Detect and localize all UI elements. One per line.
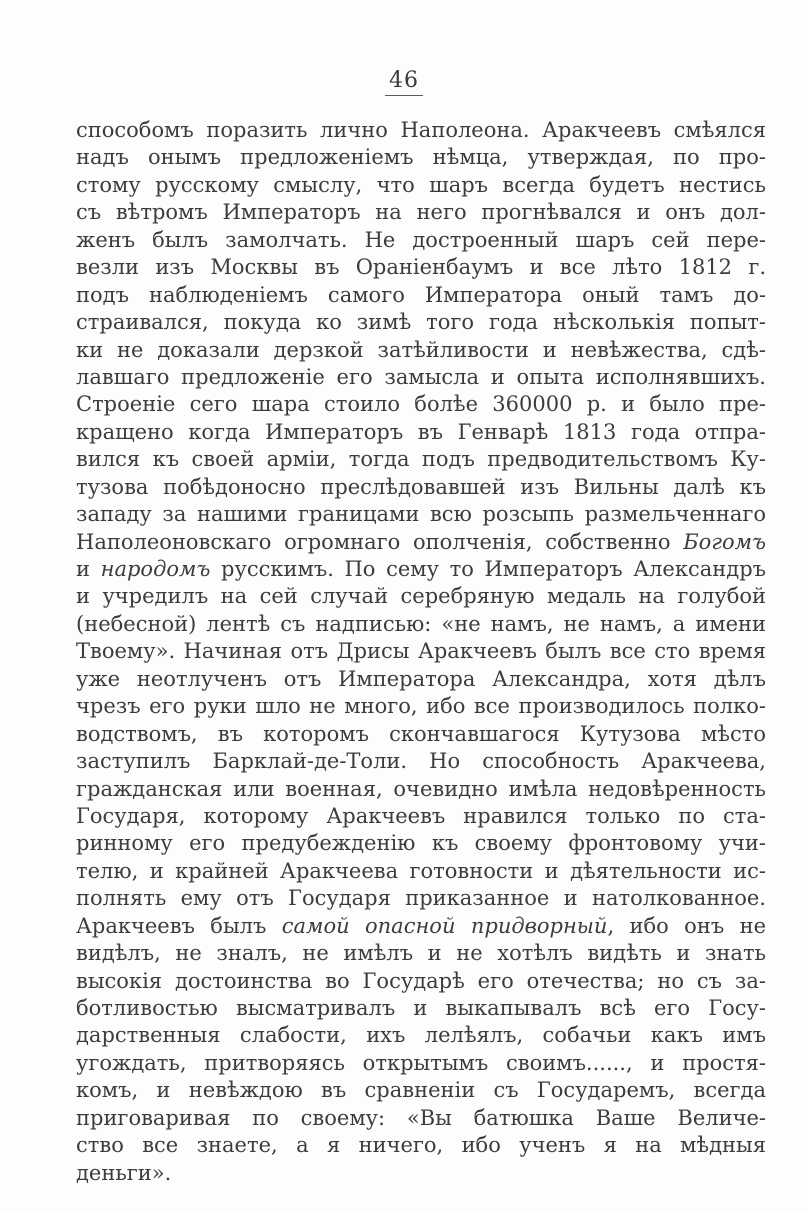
text-segment: западу за нашими границами всю розсыпь размельченнаго	[76, 502, 766, 527]
text-line	[76, 419, 766, 446]
text-segment: , ибо онъ не	[607, 913, 766, 938]
text-line	[76, 364, 766, 391]
text-line	[76, 913, 766, 940]
text-segment: уже неотлученъ отъ Императора Александра, хотя дѣлъ	[76, 666, 766, 691]
text-line	[76, 638, 766, 665]
text-line	[76, 391, 766, 418]
text-line	[76, 529, 766, 556]
text-line	[76, 611, 766, 638]
text-segment: съ вѣтромъ Императоръ на него прогнѣвался и онъ дол-	[76, 200, 766, 225]
italic-text-segment: народомъ	[100, 557, 211, 581]
text-segment: комъ, и невѣждою въ сравненiи съ Государемъ, всегда	[76, 1078, 766, 1103]
text-body	[76, 117, 766, 1187]
text-segment: тузова побѣдоносно преслѣдовавшей изъ Вильны далѣ къ	[76, 474, 766, 499]
text-line	[76, 940, 766, 967]
text-segment: Строенiе сего шара стоило болѣе 360000 р. и было пре-	[76, 392, 766, 417]
text-segment: подъ наблюденiемъ самого Императора оный тамъ до-	[76, 282, 766, 307]
text-line	[76, 501, 766, 528]
text-segment: и учредилъ на сей случай серебряную медаль на голубой	[76, 584, 766, 609]
text-segment: ство все знаете, а я ничего, ибо ученъ я на мѣдныя	[76, 1133, 766, 1158]
text-segment: кращено когда Императоръ въ Генварѣ 1813 года отпра-	[76, 419, 766, 444]
text-line	[76, 474, 766, 501]
italic-text-segment: Богомъ	[683, 529, 766, 554]
text-line	[76, 446, 766, 473]
text-segment: Твоему». Начиная отъ Дрисы Аракчеевъ былъ все сто время	[76, 639, 766, 664]
text-segment: русскимъ. По сему то Императоръ Александръ	[210, 557, 766, 581]
text-line	[76, 885, 766, 912]
text-segment: видѣлъ, не зналъ, не имѣлъ и не хотѣлъ видѣть и знать	[76, 941, 766, 966]
text-line	[76, 172, 766, 199]
text-line	[76, 282, 766, 309]
text-segment: приговаривая по своему: «Вы батюшка Ваше Величе-	[76, 1105, 766, 1130]
text-segment: надъ онымъ предложенiемъ нѣмца, утверждая, по про-	[76, 145, 766, 170]
text-line	[76, 776, 766, 803]
text-segment: ботливостью высматривалъ и выкапывалъ всѣ его Госу-	[76, 996, 766, 1020]
text-segment: полнять ему отъ Государя приказанное и натолкованное.	[76, 886, 766, 911]
text-line	[76, 1160, 766, 1187]
text-segment: стому русскому смыслу, что шаръ всегда будетъ нестись	[76, 172, 766, 197]
text-line	[76, 721, 766, 748]
text-line	[76, 1105, 766, 1132]
text-line	[76, 144, 766, 171]
text-line	[76, 1050, 766, 1077]
text-segment: вился къ своей армiи, тогда подъ предводительствомъ Ку-	[76, 447, 766, 472]
page-number-text: 46	[385, 68, 423, 96]
text-segment: заступилъ Барклай-де-Толи. Но способность Аракчеева,	[76, 749, 766, 774]
text-line	[76, 803, 766, 830]
text-line	[76, 227, 766, 254]
text-line	[76, 858, 766, 885]
text-segment: высокiя достоинства во Государѣ его отечества; но съ за-	[76, 968, 766, 993]
text-line	[76, 254, 766, 281]
text-line	[76, 995, 766, 1022]
text-line	[76, 830, 766, 857]
text-line	[76, 1022, 766, 1049]
text-line	[76, 583, 766, 610]
text-segment: Наполеоновскаго огромнаго ополченiя, собственно	[76, 529, 684, 554]
text-segment: ринному его предубежденiю къ своему фронтовому учи-	[76, 831, 766, 856]
text-segment: чрезъ его руки шло не много, ибо все производилось полко-	[76, 694, 766, 719]
text-segment: везли изъ Москвы въ Ораніенбаумъ и все лѣто 1812 г.	[76, 255, 766, 280]
text-line	[76, 556, 766, 583]
text-line	[76, 1132, 766, 1159]
text-line	[76, 309, 766, 336]
text-segment: способомъ поразить лично Наполеона. Аракчеевъ смѣялся	[76, 118, 766, 142]
text-segment: гражданская или военная, очевидно имѣла недовѣренность	[76, 776, 766, 801]
page-number	[0, 68, 808, 96]
text-segment: деньги».	[76, 1160, 172, 1185]
text-segment: Аракчеевъ былъ	[76, 913, 282, 938]
text-line	[76, 1077, 766, 1104]
text-line	[76, 666, 766, 693]
text-line	[76, 748, 766, 775]
text-segment: страивался, покуда ко зимѣ того года нѣсколькiя попыт-	[76, 310, 766, 335]
text-segment: угождать, притворяясь открытымъ своимъ......, и простя-	[76, 1050, 766, 1075]
text-line	[76, 117, 766, 144]
text-line	[76, 199, 766, 226]
text-line	[76, 968, 766, 995]
text-segment: (небесной) лентѣ съ надписью: «не намъ, не намъ, а имени	[76, 611, 766, 636]
text-segment: Государя, которому Аракчеевъ нравился только по ста-	[76, 803, 766, 828]
text-segment: лавшаго предложенiе его замысла и опыта исполнявшихъ.	[76, 364, 766, 389]
italic-text-segment: самой опасной придворный	[281, 913, 608, 938]
text-segment: женъ былъ замолчать. Не достроенный шаръ сей пере-	[76, 227, 766, 252]
text-segment: ки не доказали дерзкой затѣйливости и невѣжества, сдѣ-	[76, 337, 766, 362]
text-line	[76, 337, 766, 364]
text-segment: и	[76, 557, 101, 581]
text-segment: водствомъ, въ которомъ скончавшагося Кутузова мѣсто	[76, 721, 766, 746]
text-segment: дарственныя слабости, ихъ лелѣялъ, собачьи какъ имъ	[76, 1023, 766, 1048]
text-segment: телю, и крайней Аракчеева готовности и дѣятельности ис-	[76, 858, 766, 883]
text-line	[76, 693, 766, 720]
